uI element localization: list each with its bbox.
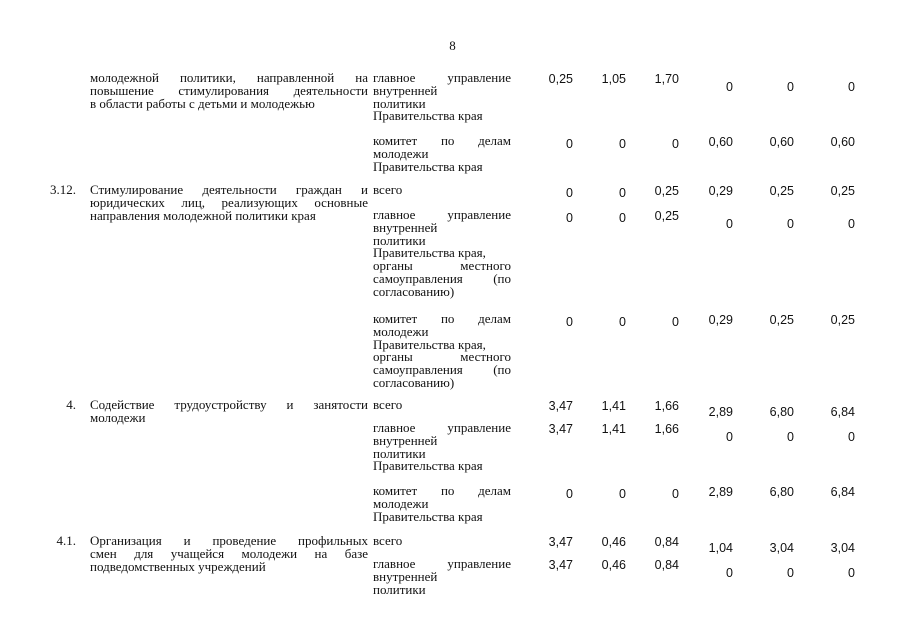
executor-line: Правительства края,	[373, 336, 486, 352]
value-cell: 0	[726, 80, 733, 94]
row-title-line: смен для учащейся молодежи на базе	[90, 545, 368, 561]
row-title-line: повышение стимулирования деятельности	[90, 82, 368, 98]
executor-line: комитет по делам	[373, 133, 511, 148]
executor-line: главное управление	[373, 556, 511, 571]
executor-line: внутренней	[373, 219, 438, 235]
value-cell: 0	[619, 137, 626, 151]
value-cell: 3,04	[830, 541, 855, 555]
executor-line: молодежи	[373, 495, 429, 511]
value-cell: 0,29	[708, 184, 733, 198]
row-title-line: молодежной политики, направленной на	[90, 70, 368, 85]
value-cell: 0	[787, 217, 794, 231]
value-cell: 1,41	[601, 399, 626, 413]
executor-line: Правительства края	[373, 108, 483, 124]
value-cell: 0	[726, 566, 733, 580]
executor-line: Правительства края	[373, 158, 483, 174]
value-cell: 0,25	[548, 72, 573, 86]
value-cell: 0,46	[601, 535, 626, 549]
value-cell: 3,47	[548, 422, 573, 436]
executor-line: согласованию)	[373, 375, 455, 390]
row-title-line: подведомственных учреждений	[90, 558, 266, 574]
executor-line: внутренней	[373, 568, 438, 584]
row-title-line: молодежи	[90, 409, 146, 425]
value-cell: 0	[566, 487, 573, 501]
value-cell: 0	[848, 430, 855, 444]
page-number: 8	[449, 38, 456, 53]
value-cell: 0,25	[830, 313, 855, 327]
value-cell: 3,47	[548, 399, 573, 413]
value-cell: 6,84	[830, 405, 855, 419]
executor-line: самоуправления (по	[373, 362, 511, 378]
executor-line: комитет по делам	[373, 311, 511, 326]
value-cell: 3,04	[769, 541, 794, 555]
value-cell: 0	[566, 211, 573, 225]
executor-line: всего	[373, 182, 403, 197]
row-title-line: Содействие трудоустройству и занятости	[90, 397, 368, 412]
executor-line: комитет по делам	[373, 483, 511, 498]
value-cell: 0	[566, 315, 573, 329]
executor-line: Правительства края	[373, 508, 483, 524]
value-cell: 0	[619, 186, 626, 200]
value-cell: 1,05	[601, 72, 626, 86]
row-title-line: направления молодежной политики края	[90, 207, 316, 223]
executor-line: политики	[373, 445, 426, 461]
executor-line: политики	[373, 581, 426, 597]
executor-line: внутренней	[373, 82, 438, 98]
value-cell: 0,25	[654, 184, 679, 198]
value-cell: 0	[619, 487, 626, 501]
value-cell: 1,70	[654, 72, 679, 86]
row-index: 4.	[66, 397, 76, 412]
value-cell: 0	[848, 566, 855, 580]
executor-line: самоуправления (по	[373, 271, 511, 286]
executor-line: внутренней	[373, 432, 438, 448]
value-cell: 0	[848, 80, 855, 94]
row-index: 4.1.	[56, 533, 76, 548]
executor-line: всего	[373, 397, 403, 412]
value-cell: 0,60	[769, 135, 794, 149]
executor-line: Правительства края,	[373, 245, 486, 261]
value-cell: 0,84	[654, 558, 679, 572]
value-cell: 0,29	[708, 313, 733, 327]
value-cell: 6,80	[769, 405, 794, 419]
value-cell: 0	[848, 217, 855, 231]
value-cell: 0	[672, 137, 679, 151]
value-cell: 2,89	[708, 485, 733, 499]
executor-line: политики	[373, 232, 426, 248]
executor-line: молодежи	[373, 145, 429, 161]
value-cell: 3,47	[548, 558, 573, 572]
executor-line: главное управление	[373, 207, 511, 222]
value-cell: 0	[619, 315, 626, 329]
value-cell: 0	[566, 137, 573, 151]
value-cell: 0	[566, 186, 573, 200]
executor-line: Правительства края	[373, 458, 483, 474]
value-cell: 1,41	[601, 422, 626, 436]
executor-line: главное управление	[373, 70, 511, 85]
value-cell: 6,84	[830, 485, 855, 499]
value-cell: 3,47	[548, 535, 573, 549]
value-cell: 0	[787, 80, 794, 94]
executor-line: всего	[373, 533, 403, 548]
executor-line: органы местного	[373, 258, 511, 274]
value-cell: 0,60	[708, 135, 733, 149]
value-cell: 0,46	[601, 558, 626, 572]
row-title-line: Стимулирование деятельности граждан и	[90, 182, 368, 197]
row-title-line: в области работы с детьми и молодежью	[90, 95, 315, 111]
value-cell: 0,60	[830, 135, 855, 149]
executor-line: органы местного	[373, 349, 511, 365]
value-cell: 0	[787, 430, 794, 444]
row-title-line: Организация и проведение профильных	[90, 533, 368, 548]
value-cell: 0,25	[769, 184, 794, 198]
value-cell: 0,84	[654, 535, 679, 549]
value-cell: 0	[787, 566, 794, 580]
value-cell: 0	[726, 217, 733, 231]
value-cell: 0	[672, 315, 679, 329]
value-cell: 1,66	[654, 422, 679, 436]
value-cell: 0,25	[654, 209, 679, 223]
value-cell: 1,04	[708, 541, 733, 555]
value-cell: 0	[726, 430, 733, 444]
value-cell: 1,66	[654, 399, 679, 413]
executor-line: главное управление	[373, 420, 511, 435]
value-cell: 0	[619, 211, 626, 225]
executor-line: молодежи	[373, 323, 429, 339]
row-title-line: юридических лиц, реализующих основные	[90, 194, 368, 210]
value-cell: 0	[672, 487, 679, 501]
executor-line: согласованию)	[373, 283, 455, 299]
value-cell: 0,25	[769, 313, 794, 327]
value-cell: 0,25	[830, 184, 855, 198]
value-cell: 6,80	[769, 485, 794, 499]
value-cell: 2,89	[708, 405, 733, 419]
executor-line: политики	[373, 95, 426, 111]
row-index: 3.12.	[50, 182, 76, 197]
